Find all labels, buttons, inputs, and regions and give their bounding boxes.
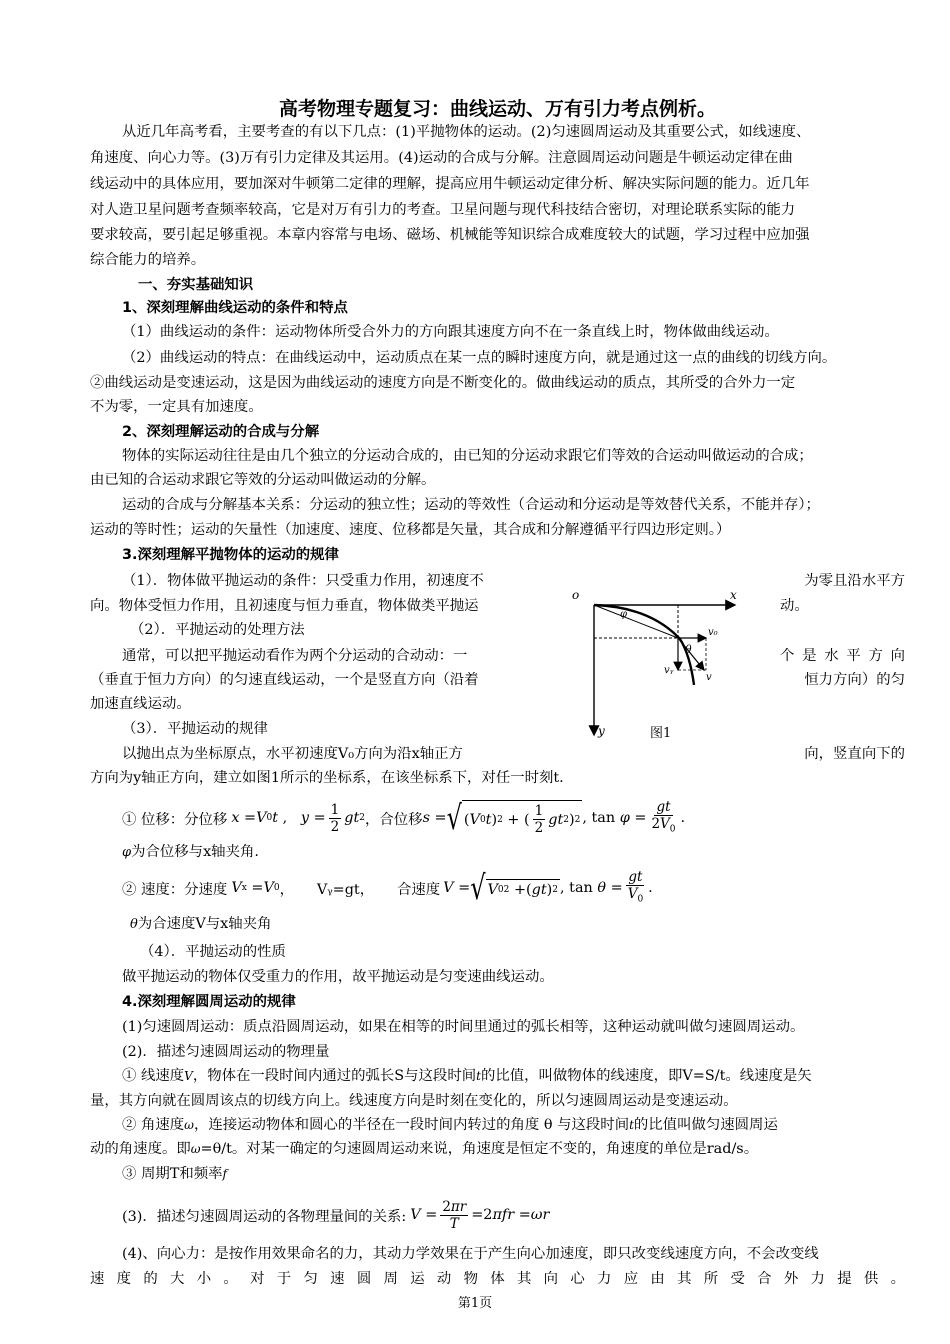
intro-line: 综合能力的培养。 — [90, 252, 206, 268]
eq-label: (3)．描述匀速圆周运动的各物理量间的关系: — [122, 1208, 407, 1225]
paragraph-line: (2)．描述匀速圆周运动的物理量 — [122, 1044, 330, 1060]
displacement-line — [594, 605, 678, 638]
relation-equation: (3)．描述匀速圆周运动的各物理量间的关系: V = $\frac{2\pi r}{T}$ =2 πfr = ωr — [122, 1198, 550, 1232]
paragraph-line: 加速直线运动。 — [90, 696, 191, 712]
paragraph-line: 动。 — [780, 598, 809, 614]
displacement-note: φ为合位移与x轴夹角. — [122, 844, 259, 860]
text-run: =θ/t。对某一确定的匀速圆周运动来说，角速度是恒定不变的，角速度的单位是rad/s。 — [200, 1141, 759, 1157]
page-title: 高考物理专题复习：曲线运动、万有引力考点例析。 — [278, 98, 716, 120]
intro-line: 线运动中的具体应用，要加深对牛顿第二定律的理解，提高应用牛顿运动定律分析、解决实际问题的能力。近几年 — [90, 176, 810, 192]
text-run: ，物体在一段时间内通过的弧长S与这段时间 — [192, 1068, 477, 1084]
subsection-heading: 1、深刻理解曲线运动的条件和特点 — [122, 300, 348, 316]
eq-label: ，合位移 — [365, 811, 423, 828]
eq-label: tan — [569, 880, 593, 896]
origin-label: o — [572, 588, 580, 602]
paragraph-line: （2）曲线运动的特点：在曲线运动中，运动质点在某一点的瞬时速度方向，就是通过这一点的曲线的切线方向。 — [122, 350, 837, 366]
paragraph-line: 运动的等时性；运动的矢量性（加速度、速度、位移都是矢量，其合成和分解遵循平行四边形定则。） — [90, 522, 731, 538]
eq-label: . — [680, 810, 686, 826]
text-run: ③ 周期T和频率 — [122, 1166, 223, 1182]
eq-label: tan — [591, 810, 616, 826]
paragraph-line: ③ 周期T和频率f — [122, 1166, 227, 1182]
eq-label: ① 位移：分位移 — [122, 811, 228, 828]
text-run: ② 角速度 — [122, 1117, 185, 1133]
paragraph-line: 物体的实际运动往往是由几个独立的分运动合成的，由已知的分运动求跟它们等效的合运动叫做运动的合成； — [122, 448, 813, 464]
paragraph-line: 做平抛运动的物体仅受重力的作用，故平抛运动是匀变速曲线运动。 — [122, 969, 554, 985]
v0-label: v₀ — [708, 627, 718, 638]
text-run: ① 线速度 — [122, 1068, 185, 1084]
paragraph-line: （1）曲线运动的条件：运动物体所受合外力的方向跟其速度方向不在一条直线上时，物体做曲线运动。 — [122, 324, 779, 340]
paragraph-line: 向，竖直向下的 — [804, 746, 905, 762]
eq-label: 合速度 — [396, 881, 441, 898]
paragraph-line: 量，其方向就在圆周该点的切线方向上。线速度方向是时刻在变化的，所以匀速圆周运动是变速运动。 — [90, 1093, 738, 1109]
paragraph-line: 不为零，一定具有加速度。 — [90, 399, 263, 415]
page-number: 第1页 — [457, 1296, 493, 1311]
paragraph-line: 由已知的合运动求跟它等效的分运动叫做运动的分解。 — [90, 472, 436, 488]
eq-label: . — [648, 880, 653, 896]
paragraph-line: 以抛出点为坐标原点，水平初速度V₀方向为沿x轴正方 — [122, 746, 463, 762]
paragraph-line: ① 线速度V，物体在一段时间内通过的弧长S与这段时间t的比值，叫做物体的线速度，即V=S/t。线速度是矢 — [122, 1068, 812, 1084]
intro-line: 角速度、向心力等。(3)万有引力定律及其运用。(4)运动的合成与分解。注意圆周运动问题是牛顿运动定律在曲 — [90, 150, 793, 166]
note-text: 为合速度V与x轴夹角 — [137, 916, 272, 932]
paragraph-line: 通常，可以把平抛运动看作为两个分运动的合动动：一 — [122, 648, 468, 664]
intro-line: 对人造卫星问题考查频率较高，它是对万有引力的考查。卫星问题与现代科技结合密切，对理论联系实际的能力 — [90, 202, 796, 218]
velocity-note: θ为合速度V与x轴夹角 — [130, 916, 272, 932]
paragraph-line: ②曲线运动是变速运动，这是因为曲线运动的速度方向是不断变化的。做曲线运动的质点，其所受的合外力一定 — [90, 375, 796, 391]
paragraph-line: (1)匀速圆周运动：质点沿圆周运动，如果在相等的时间里通过的弧长相等，这种运动就叫做匀速圆周运动。 — [122, 1019, 805, 1035]
paragraph-line: 向。物体受恒力作用，且初速度与恒力垂直，物体做类平抛运 — [90, 598, 479, 614]
y-label: y — [598, 724, 605, 738]
intro-line: 从近几年高考看，主要考查的有以下几点：(1)平抛物体的运动。(2)匀速圆周运动及其重要公式，如线速度、 — [122, 124, 811, 140]
paragraph-line: （4）．平抛运动的性质 — [140, 944, 286, 960]
paragraph-line: （垂直于恒力方向）的匀速直线运动，一个是竖直方向（沿着 — [90, 672, 479, 688]
phi-label: φ — [620, 609, 628, 620]
paragraph-line: 速度的大小。对于匀速圆周运动物体其向心力应由其所受合外力提供。 — [90, 1271, 905, 1287]
paragraph-line: 方向为y轴正方向，建立如图1所示的坐标系，在该坐标系下，对任一时刻t. — [90, 770, 564, 786]
velocity-equation: ② 速度：分速度 V x = V 0 ， Vᵧ=gt， 合速度 V = √ V 0 2 +( gt ) 2 , tan θ = $\frac{gt}{V_0}$ . — [122, 868, 653, 908]
theta-label: θ — [685, 643, 692, 656]
trajectory-curve — [594, 605, 694, 685]
paragraph-line: （2）．平抛运动的处理方法 — [130, 622, 305, 638]
subsection-heading: 3.深刻理解平抛物体的运动的规律 — [122, 547, 339, 563]
note-text: 为合位移与x轴夹角. — [131, 844, 259, 860]
paragraph-line: （1）．物体做平抛运动的条件：只受重力作用，初速度不 — [122, 573, 484, 589]
text-run: ，连接运动物体和圆心的半径在一段时间内转过的角度 θ 与这段时间 — [193, 1117, 630, 1133]
subsection-heading: 4.深刻理解圆周运动的规律 — [122, 994, 296, 1010]
v-label: v — [706, 672, 712, 683]
projectile-figure — [560, 567, 760, 742]
text-run: 动的角速度。即 — [90, 1141, 191, 1157]
paragraph-line: 动的角速度。即ω=θ/t。对某一确定的匀速圆周运动来说，角速度是恒定不变的，角速度的单位是rad/s。 — [90, 1141, 759, 1157]
text-run: 的比值，叫做物体的线速度，即V=S/t。线速度是矢 — [480, 1068, 812, 1084]
eq-label: ② 速度：分速度 — [122, 881, 228, 898]
paragraph-line: 为零且沿水平方 — [804, 573, 905, 589]
vy-text: Vᵧ=gt， — [316, 881, 375, 898]
subsection-heading: 2、深刻理解运动的合成与分解 — [122, 424, 320, 440]
section-heading: 一、夯实基础知识 — [138, 277, 254, 293]
paragraph-line: 个是水平方向 — [780, 648, 905, 664]
figure-caption: 图1 — [650, 726, 672, 741]
paragraph-line: 恒力方向）的匀 — [804, 672, 905, 688]
paragraph-line: (4)、向心力：是按作用效果命名的力，其动力学效果在于产生向心加速度，即只改变线速度方向，不会改变线 — [122, 1246, 819, 1262]
text-run: 的比值叫做匀速圆周运 — [633, 1117, 778, 1133]
displacement-equation: ① 位移：分位移 x = V 0 t , y = $\frac{1}{2}$ gt 2 ，合位移 s = √ ( V 0 t ) 2 + ( $\frac{1}{2}$ gt 2 ) 2 , tan φ = $\frac{gt}{2V_0}$ . — [122, 798, 686, 838]
paragraph-line: （3）．平抛运动的规律 — [122, 721, 268, 737]
x-label: x — [730, 588, 737, 602]
paragraph-line: ② 角速度ω，连接运动物体和圆心的半径在一段时间内转过的角度 θ 与这段时间t的比值叫做匀速圆周运 — [122, 1117, 778, 1133]
paragraph-line: 运动的合成与分解基本关系：分运动的独立性；运动的等效性（合运动和分运动是等效替代关系，不能并存）； — [122, 497, 820, 513]
intro-line: 要求较高，要引起足够重视。本章内容常与电场、磁场、机械能等知识综合成难度较大的试题，学习过程中应加强 — [90, 227, 810, 243]
vy-label: vᵧ — [664, 665, 674, 676]
